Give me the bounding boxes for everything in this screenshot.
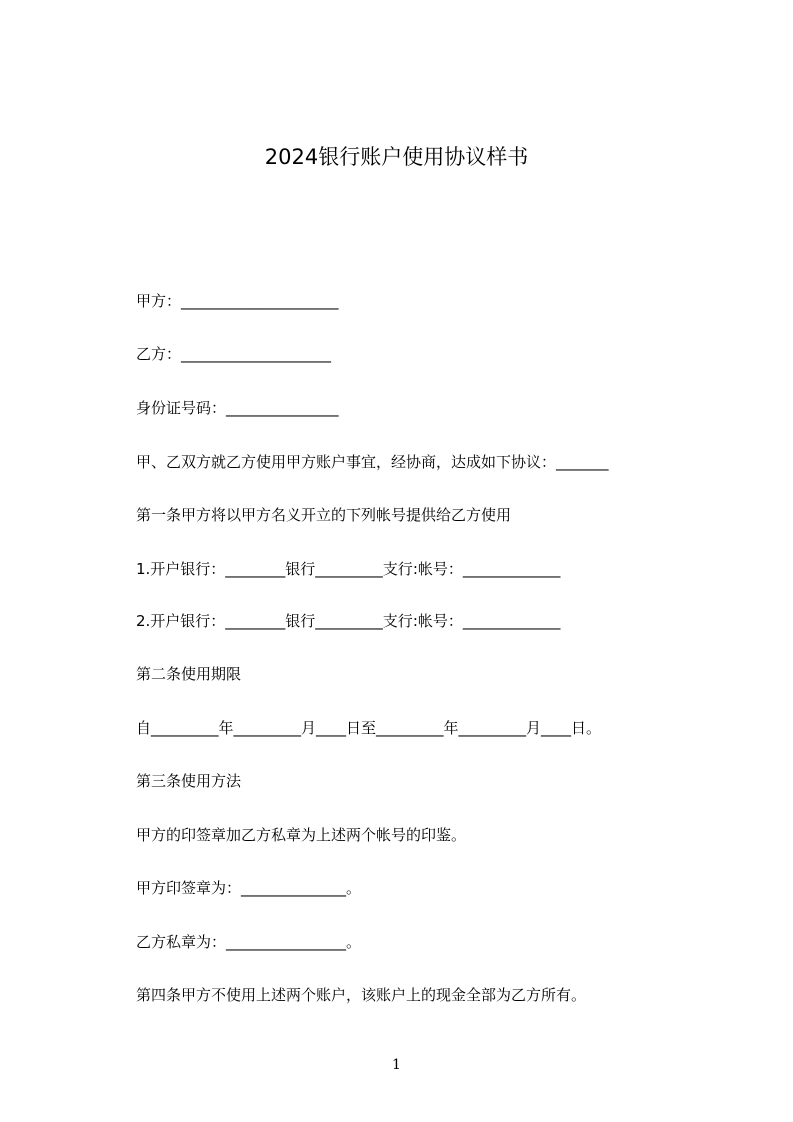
party-a-line: 甲方：_____________________	[136, 292, 339, 310]
seal-description: 甲方的印签章加乙方私章为上述两个帐号的印鉴。	[136, 826, 467, 844]
article-1-heading: 第一条甲方将以甲方名义开立的下列帐号提供给乙方使用	[136, 506, 512, 524]
page-number: 1	[392, 1057, 401, 1073]
article-2-heading: 第二条使用期限	[136, 665, 242, 683]
party-b-line: 乙方：____________________	[136, 345, 332, 363]
document-title: 2024银行账户使用协议样书	[264, 145, 529, 169]
party-b-seal-line: 乙方私章为：________________。	[136, 933, 362, 951]
article-4-text: 第四条甲方不使用上述两个账户，该账户上的现金全部为乙方所有。	[136, 986, 587, 1004]
bank-account-line-2: 2.开户银行：________银行_________支行:帐号：_____________	[136, 612, 561, 630]
period-line: 自_________年_________月____日至_________年_________月____日。	[136, 719, 602, 737]
party-a-seal-line: 甲方印签章为：______________。	[136, 879, 362, 897]
bank-account-line-1: 1.开户银行：________银行_________支行:帐号：_____________	[136, 560, 561, 578]
agreement-intro: 甲、乙双方就乙方使用甲方账户事宜，经协商，达成如下协议：_______	[136, 453, 609, 471]
id-number-line: 身份证号码：_______________	[136, 399, 339, 417]
article-3-heading: 第三条使用方法	[136, 772, 242, 790]
